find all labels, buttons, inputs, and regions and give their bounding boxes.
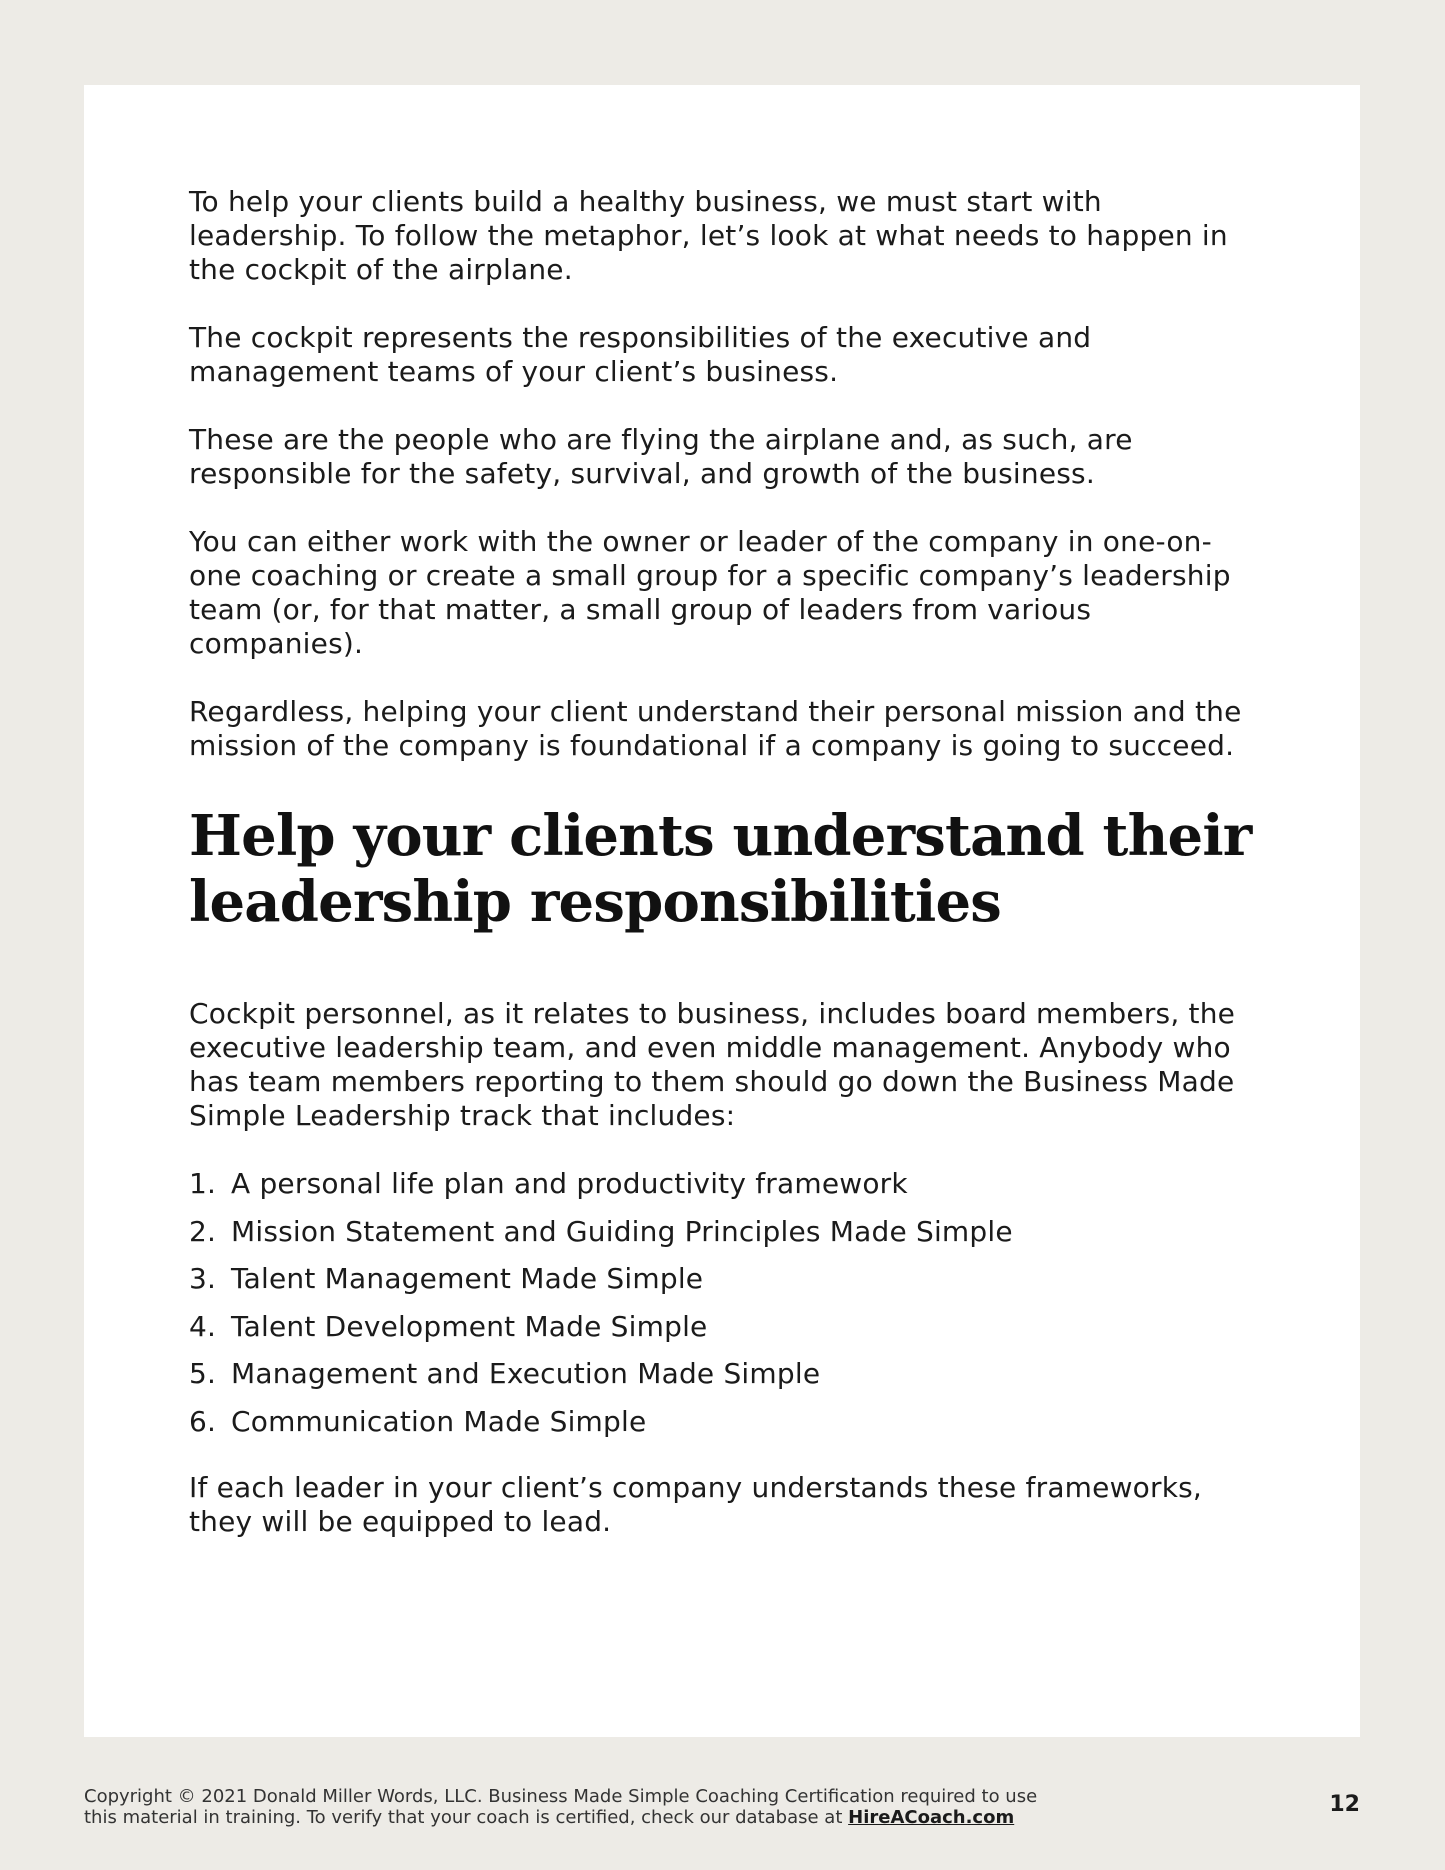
page-card <box>84 85 1360 1737</box>
closing-paragraph: If each leader in your client’s company understands these frameworks, they will be equipped to lead. <box>189 1470 1203 1538</box>
copyright-line-2: this material in training. To verify that your coach is certified, check our database at <box>84 1807 843 1828</box>
list-item <box>189 1262 1264 1296</box>
paragraph: The cockpit represents the responsibilities of the executive and management teams of your client’s business. <box>189 321 1092 388</box>
copyright-notice <box>84 1786 1084 1828</box>
paragraph: You can either work with the owner or leader of the company in one-on-one coaching or create a small group for a specific company’s leadership team (or, for that matter, a small group of leaders from various companies). <box>189 525 1231 660</box>
list-text: Communication Made Simple <box>231 1404 647 1438</box>
paragraph: To help your clients build a healthy business, we must start with leadership. To follow the metaphor, let’s look at what needs to happen in the cockpit of the airplane. <box>189 185 1228 286</box>
list-number: 1. <box>189 1167 217 1200</box>
hireacoach-link[interactable]: HireACoach.com <box>848 1807 1015 1828</box>
leadership-track-list <box>189 1167 1264 1439</box>
paragraph: These are the people who are flying the airplane and, as such, are responsible for the safety, survival, and growth of the business. <box>189 423 1133 490</box>
list-item <box>189 1405 1264 1439</box>
list-item <box>189 1167 1264 1201</box>
list-item <box>189 1310 1264 1344</box>
list-item <box>189 1357 1264 1391</box>
list-number: 5. <box>189 1357 217 1390</box>
list-text: Talent Management Made Simple <box>231 1262 704 1295</box>
list-number: 6. <box>189 1404 217 1438</box>
list-text: A personal life plan and productivity framework <box>231 1167 908 1200</box>
page-content <box>189 185 1264 1573</box>
paragraph: Regardless, helping your client understand their personal mission and the mission of the company is foundational if a company is going to succeed. <box>189 695 1242 762</box>
list-number: 4. <box>189 1309 217 1343</box>
list-text: Mission Statement and Guiding Principles Made Simple <box>231 1214 1013 1248</box>
copyright-line-1: Copyright © 2021 Donald Miller Words, LLC. Business Made Simple Coaching Certification required to use <box>84 1786 1038 1807</box>
list-item <box>189 1215 1264 1249</box>
list-number: 3. <box>189 1262 217 1295</box>
intro-paragraph: Cockpit personnel, as it relates to business, includes board members, the executive leadership team, and even middle management. Anybody who has team members reporting to them should go down the Business Made Simple Leadership track that includes: <box>189 997 1236 1132</box>
page-number: 12 <box>1329 1792 1360 1817</box>
list-text: Talent Development Made Simple <box>231 1309 708 1343</box>
section-heading: Help your clients understand their leadership responsibilities <box>189 803 1252 935</box>
list-text: Management and Execution Made Simple <box>231 1357 821 1390</box>
page-footer <box>84 1786 1360 1836</box>
list-number: 2. <box>189 1214 217 1248</box>
